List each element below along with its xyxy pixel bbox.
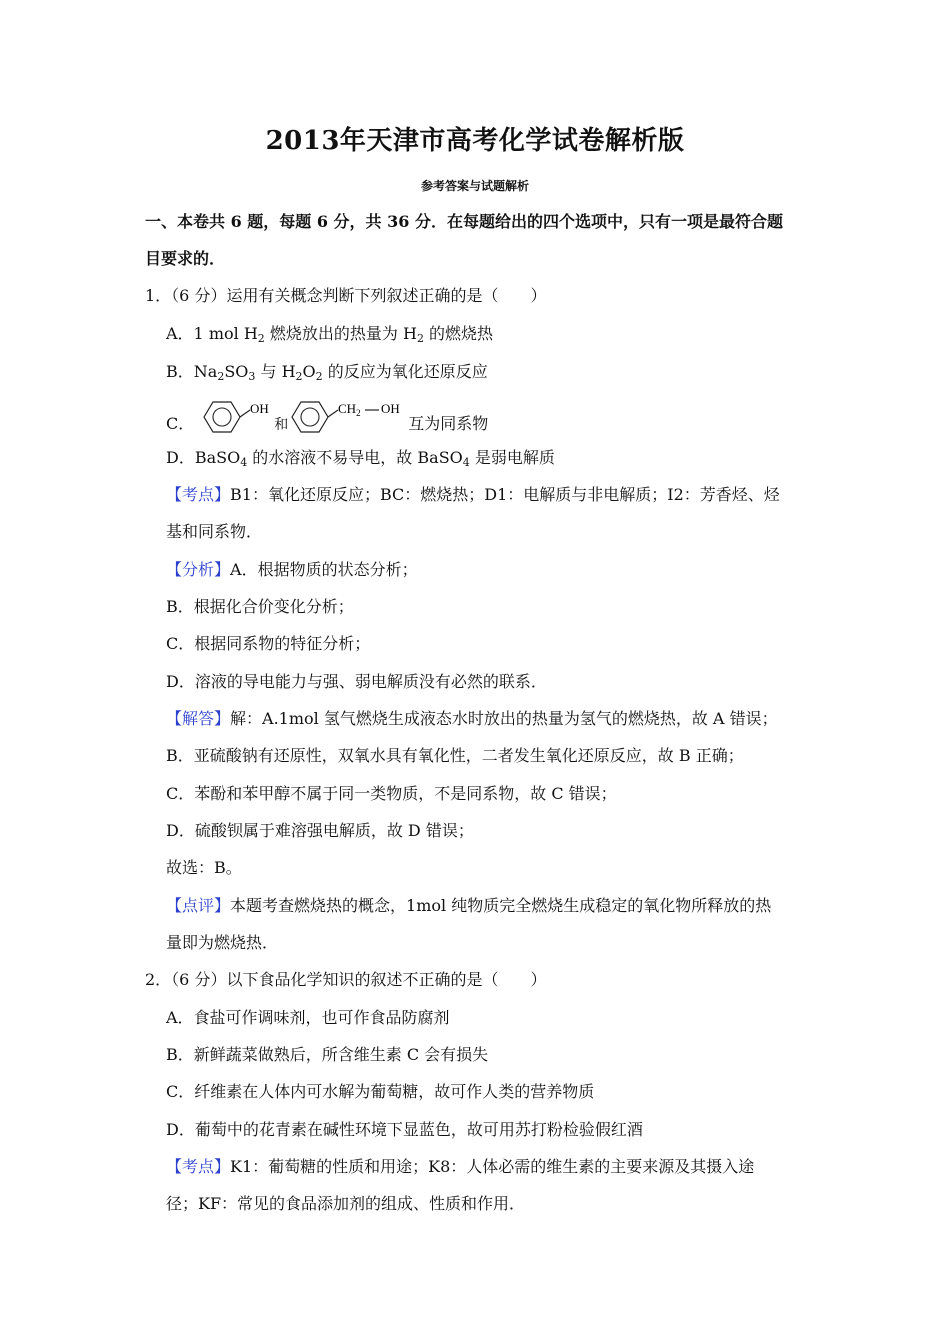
q1-jieda: 【解答】解：A.1mol 氢气燃烧生成液态水时放出的热量为氢气的燃烧热，故 A 错误； <box>166 709 778 728</box>
q1-jieda-d: D．硫酸钡属于难溶强电解质，故 D 错误； <box>166 821 474 840</box>
q1-option-a: A．1 mol $H_2$ 燃烧放出的热量为 $H_2$ 的燃烧热 <box>166 324 494 345</box>
q2-option-c: C．纤维素在人体内可水解为葡萄糖，故可作人类的营养物质 <box>166 1082 595 1101</box>
q1-fenxi-b: B．根据化合价变化分析； <box>166 597 354 616</box>
page-subtitle: 参考答案与试题解析 <box>420 179 529 193</box>
q1-fenxi: 【分析】A．根据物质的状态分析； <box>166 560 418 579</box>
question-1-stem: 1．（6 分）运用有关概念判断下列叙述正确的是（ ） <box>145 286 547 305</box>
q1-option-b: B．$Na_2SO_3$ 与 $H_2O_2$ 的反应为氧化还原反应 <box>166 362 488 383</box>
q2-option-b: B．新鲜蔬菜做熟后，所含维生素 C 会有损失 <box>166 1045 489 1064</box>
q1-fenxi-c: C．根据同系物的特征分析； <box>166 634 371 653</box>
dianping-tag: 【点评】 <box>166 896 231 915</box>
q1-option-d: D．BaSO$_4$ 的水溶液不易导电，故 BaSO$_4$ 是弱电解质 <box>166 448 555 469</box>
kaodian-tag: 【考点】 <box>166 1157 231 1176</box>
q1-kaodian-cont: 基和同系物． <box>166 522 263 541</box>
q1-answer: 故选：B。 <box>166 858 242 877</box>
q1-fenxi-d: D．溶液的导电能力与强、弱电解质没有必然的联系． <box>166 672 547 691</box>
jieda-tag: 【解答】 <box>166 709 231 728</box>
q1-kaodian: 【考点】B1：氧化还原反应；BC：燃烧热；D1：电解质与非电解质；I2：芳香烃、烃 <box>166 485 780 504</box>
q2-kaodian-cont: 径；KF：常见的食品添加剂的组成、性质和作用． <box>166 1194 526 1213</box>
q1-dianping: 【点评】本题考查燃烧热的概念，1mol 纯物质完全燃烧生成稳定的氧化物所释放的热 <box>166 896 772 915</box>
fenxi-tag: 【分析】 <box>166 560 231 579</box>
section-heading: 一、本卷共 6 题，每题 6 分，共 36 分．在每题给出的四个选项中，只有一项是最符合题 <box>145 212 783 231</box>
q1-jieda-c: C．苯酚和苯甲醇不属于同一类物质，不是同系物，故 C 错误； <box>166 784 617 803</box>
q2-option-a: A．食盐可作调味剂，也可作食品防腐剂 <box>166 1008 450 1027</box>
q1-jieda-b: B．亚硫酸钠有还原性，双氧水具有氧化性，二者发生氧化还原反应，故 B 正确； <box>166 746 744 765</box>
benzyl-oh-label: OH <box>381 400 401 416</box>
q1-option-c: C． OH 和 $CH_2$ OH 互为同系物 <box>166 400 489 433</box>
q2-kaodian: 【考点】K1：葡萄糖的性质和用途；K8：人体必需的维生素的主要来源及其摄入途 <box>166 1157 755 1176</box>
benzyl-alcohol-structure <box>288 399 408 435</box>
phenol-structure <box>194 399 274 435</box>
kaodian-tag: 【考点】 <box>166 485 231 504</box>
q2-option-d: D．葡萄中的花青素在碱性环境下显蓝色，故可用苏打粉检验假红酒 <box>166 1120 643 1139</box>
page-title: 2013年天津市高考化学试卷解析版 <box>265 126 685 156</box>
question-2-stem: 2．（6 分）以下食品化学知识的叙述不正确的是（ ） <box>145 970 547 989</box>
section-heading-cont: 目要求的． <box>145 249 226 268</box>
phenol-oh-label: OH <box>250 400 270 416</box>
ch2-label: $CH_2$ <box>338 400 361 418</box>
q1-dianping-cont: 量即为燃烧热． <box>166 933 279 952</box>
